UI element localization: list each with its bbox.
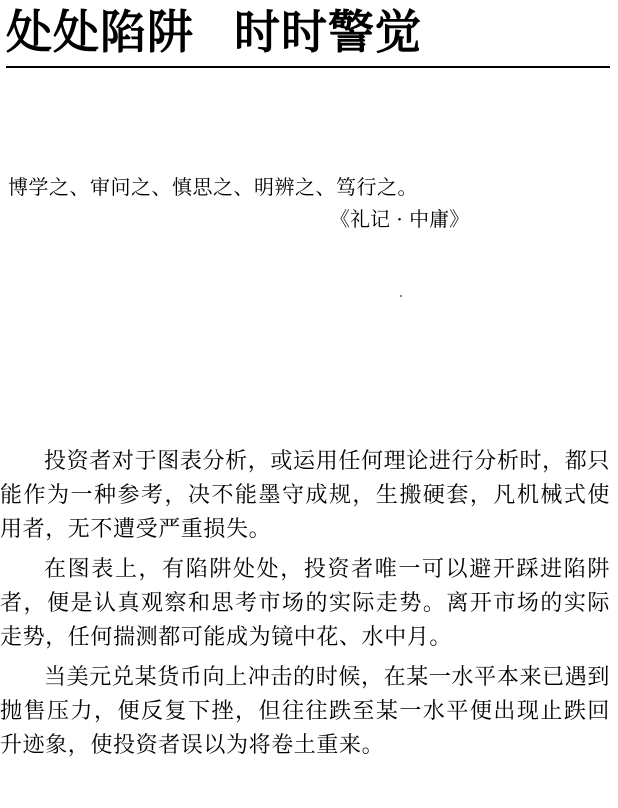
- epigraph-source: 《礼记 · 中庸》: [330, 207, 470, 231]
- paragraph-3: 当美元兑某货币向上冲击的时候，在某一水平本来已遇到抛售压力，便反复下挫，但往往跌至某一水平便出现止跌回升迹象，使投资者误以为将卷土重来。: [0, 665, 610, 758]
- epigraph-quote: 博学之、审问之、慎思之、明辨之、笃行之。: [8, 175, 418, 199]
- paragraph-1: 投资者对于图表分析，或运用任何理论进行分析时，都只能作为一种参考，决不能墨守成规，生搬硬套，凡机械式使用者，无不遭受严重损失。: [0, 449, 610, 542]
- speck: [400, 295, 402, 297]
- page-title: [6, 4, 422, 60]
- title-left: 处处陷阱: [6, 5, 194, 59]
- title-right: 时时警觉: [234, 5, 422, 59]
- body-text: [0, 445, 610, 769]
- title-rule: [6, 66, 610, 68]
- paragraph-2: 在图表上，有陷阱处处，投资者唯一可以避开踩进陷阱者，便是认真观察和思考市场的实际走势。离开市场的实际走势，任何揣测都可能成为镜中花、水中月。: [0, 557, 610, 650]
